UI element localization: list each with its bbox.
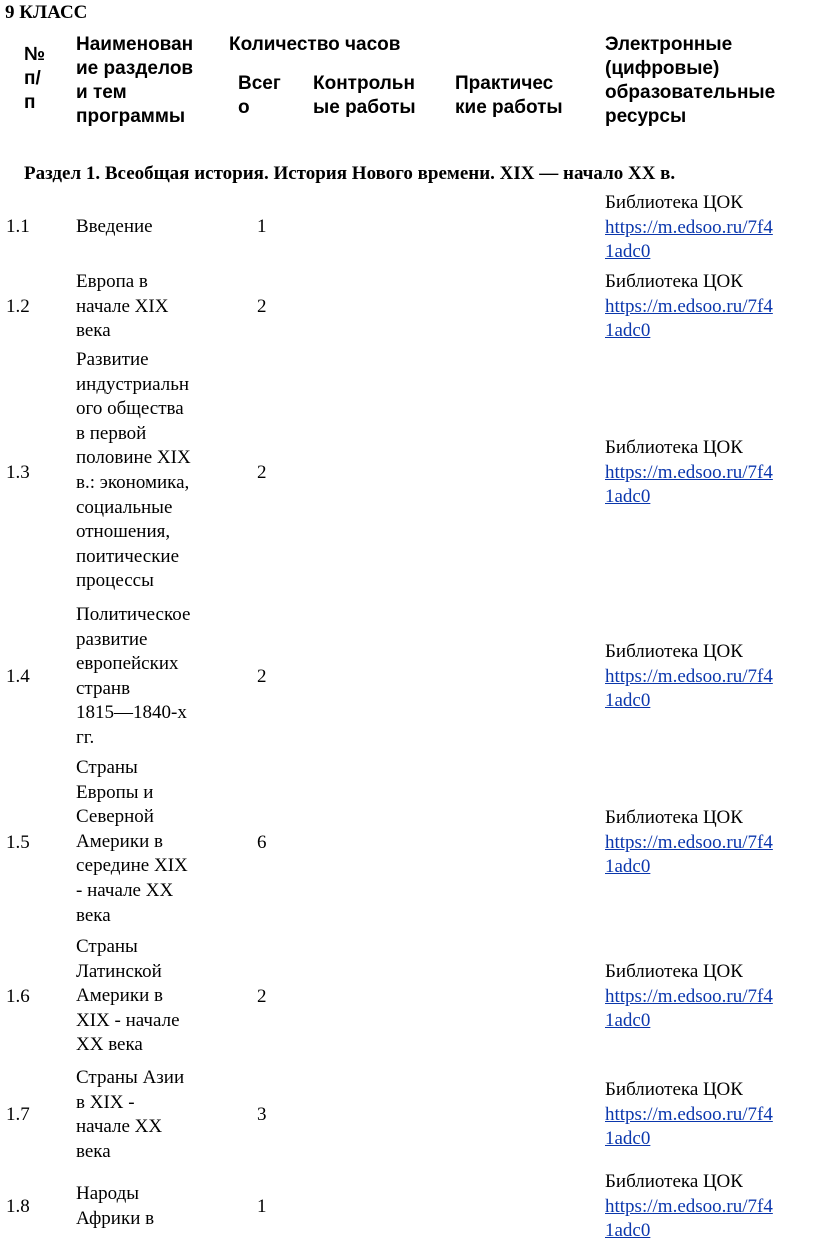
header-name-line: и тем <box>76 82 127 103</box>
resource-library-label: Библиотека ЦОК <box>605 807 743 828</box>
row-hours-total: 2 <box>257 461 267 483</box>
header-name-column <box>76 33 216 129</box>
topic-name-line: XIX - начале <box>76 1009 180 1031</box>
topic-name-line: гг. <box>76 726 95 748</box>
row-hours-total: 3 <box>257 1103 267 1125</box>
row-resource <box>605 436 805 510</box>
resource-library-label: Библиотека ЦОК <box>605 271 743 292</box>
topic-name-line: европейских <box>76 653 179 675</box>
header-total-column <box>238 72 281 120</box>
resource-link[interactable] <box>605 831 805 880</box>
row-resource <box>605 806 805 880</box>
topic-name-line: в.: экономика, <box>76 471 190 493</box>
class-title: 9 КЛАСС <box>5 2 88 23</box>
row-number: 1.2 <box>6 295 30 317</box>
header-number-line: № <box>24 44 46 65</box>
row-resource <box>605 1170 805 1244</box>
row-number: 1.5 <box>6 831 30 853</box>
header-hours-group: Количество часов <box>229 34 401 55</box>
resource-link-line: https://m.edsoo.ru/7f4 <box>605 665 773 687</box>
header-number-line: п/ <box>24 68 41 89</box>
header-practical-column <box>455 72 563 120</box>
row-number: 1.1 <box>6 215 30 237</box>
resource-link[interactable] <box>605 665 805 714</box>
topic-name-line: Страны <box>76 757 138 778</box>
topic-name-line: в первой <box>76 422 147 444</box>
header-resources-line: (цифровые) <box>605 58 720 79</box>
topic-name-line: Введение <box>76 216 153 237</box>
section-title: Раздел 1. Всеобщая история. История Нового времени. XIX — начало XX в. <box>24 163 676 184</box>
topic-name-line: Америки в <box>76 830 163 852</box>
resource-link-line: https://m.edsoo.ru/7f4 <box>605 831 773 853</box>
header-number-column <box>24 43 50 115</box>
header-number-line: п <box>24 92 36 113</box>
row-hours-total: 6 <box>257 831 267 853</box>
resource-link-line: https://m.edsoo.ru/7f4 <box>605 985 773 1007</box>
header-name-line: ие разделов <box>76 58 194 79</box>
row-topic-name <box>76 215 216 240</box>
row-number: 1.7 <box>6 1103 30 1125</box>
resource-link[interactable] <box>605 461 805 510</box>
topic-name-line: Развитие <box>76 349 149 370</box>
row-number: 1.8 <box>6 1195 30 1217</box>
topic-name-line: социальные <box>76 496 173 518</box>
resource-library-label: Библиотека ЦОК <box>605 1171 743 1192</box>
header-total-line: Всег <box>238 73 281 94</box>
topic-name-line: процессы <box>76 570 154 592</box>
resource-link-line: 1adc0 <box>605 1010 651 1032</box>
resource-library-label: Библиотека ЦОК <box>605 641 743 662</box>
row-resource <box>605 960 805 1034</box>
row-resource <box>605 1078 805 1152</box>
topic-name-line: Страны <box>76 936 138 957</box>
resource-link-line: 1adc0 <box>605 486 651 508</box>
resource-link[interactable] <box>605 1195 805 1244</box>
row-resource <box>605 640 805 714</box>
topic-name-line: развитие <box>76 628 148 650</box>
topic-name-line: Политическое <box>76 604 191 625</box>
topic-name-line: Северной <box>76 806 154 828</box>
topic-name-line: Африки в <box>76 1207 155 1229</box>
topic-name-line: середине XIX <box>76 855 188 877</box>
topic-name-line: в XIX - <box>76 1091 135 1113</box>
row-topic-name <box>76 935 216 1058</box>
row-hours-total: 1 <box>257 215 267 237</box>
header-name-line: программы <box>76 106 186 127</box>
header-control-line: Контрольн <box>313 73 415 94</box>
header-control-column <box>313 72 416 120</box>
topic-name-line: Америки в <box>76 985 163 1007</box>
resource-library-label: Библиотека ЦОК <box>605 437 743 458</box>
resource-link-line: 1adc0 <box>605 320 651 342</box>
topic-name-line: индустриальн <box>76 373 190 395</box>
resource-link[interactable] <box>605 216 805 265</box>
topic-name-line: - начале XX <box>76 879 174 901</box>
resource-library-label: Библиотека ЦОК <box>605 1079 743 1100</box>
topic-name-line: половине XIX <box>76 447 191 469</box>
resource-link-line: 1adc0 <box>605 856 651 878</box>
row-hours-total: 2 <box>257 665 267 687</box>
row-resource <box>605 191 805 265</box>
row-number: 1.4 <box>6 665 30 687</box>
topic-name-line: века <box>76 320 111 342</box>
topic-name-line: начале XIX <box>76 295 169 317</box>
resource-library-label: Библиотека ЦОК <box>605 961 743 982</box>
row-topic-name <box>76 348 216 594</box>
resource-link[interactable] <box>605 1103 805 1152</box>
header-resources-line: Электронные <box>605 34 733 55</box>
resource-link-line: https://m.edsoo.ru/7f4 <box>605 461 773 483</box>
header-total-line: о <box>238 97 250 118</box>
header-practical-line: кие работы <box>455 97 563 118</box>
topic-name-line: Народы <box>76 1183 140 1204</box>
header-practical-line: Практичес <box>455 73 554 94</box>
resource-library-label: Библиотека ЦОК <box>605 192 743 213</box>
topic-name-line: 1815—1840-х <box>76 702 187 724</box>
topic-name-line: Европы и <box>76 781 154 803</box>
topic-name-line: Европа в <box>76 271 148 292</box>
row-hours-total: 2 <box>257 985 267 1007</box>
header-resources-column <box>605 33 775 129</box>
topic-name-line: странв <box>76 677 131 699</box>
topic-name-line: Страны Азии <box>76 1067 185 1088</box>
resource-link-line: 1adc0 <box>605 1220 651 1242</box>
row-topic-name <box>76 756 216 928</box>
resource-link-line: 1adc0 <box>605 1128 651 1150</box>
row-hours-total: 2 <box>257 295 267 317</box>
resource-link-line: 1adc0 <box>605 690 651 712</box>
resource-link[interactable] <box>605 295 805 344</box>
resource-link-line: https://m.edsoo.ru/7f4 <box>605 1195 773 1217</box>
resource-link[interactable] <box>605 985 805 1034</box>
resource-link-line: https://m.edsoo.ru/7f4 <box>605 216 773 238</box>
topic-name-line: XX века <box>76 1034 143 1056</box>
row-topic-name <box>76 270 216 344</box>
topic-name-line: начале XX <box>76 1116 163 1138</box>
row-topic-name <box>76 1182 216 1231</box>
resource-link-line: 1adc0 <box>605 241 651 263</box>
row-topic-name <box>76 1066 216 1164</box>
header-resources-line: образовательные <box>605 82 776 103</box>
resource-link-line: https://m.edsoo.ru/7f4 <box>605 295 773 317</box>
row-topic-name <box>76 603 216 751</box>
row-hours-total: 1 <box>257 1195 267 1217</box>
resource-link-line: https://m.edsoo.ru/7f4 <box>605 1103 773 1125</box>
header-control-line: ые работы <box>313 97 416 118</box>
row-number: 1.6 <box>6 985 30 1007</box>
row-number: 1.3 <box>6 461 30 483</box>
header-name-line: Наименован <box>76 34 194 55</box>
topic-name-line: ого общества <box>76 398 184 420</box>
header-resources-line: ресурсы <box>605 106 687 127</box>
topic-name-line: Латинской <box>76 960 162 982</box>
topic-name-line: отношения, <box>76 521 171 543</box>
topic-name-line: века <box>76 1140 111 1162</box>
row-resource <box>605 270 805 344</box>
topic-name-line: поитические <box>76 545 180 567</box>
topic-name-line: века <box>76 904 111 926</box>
